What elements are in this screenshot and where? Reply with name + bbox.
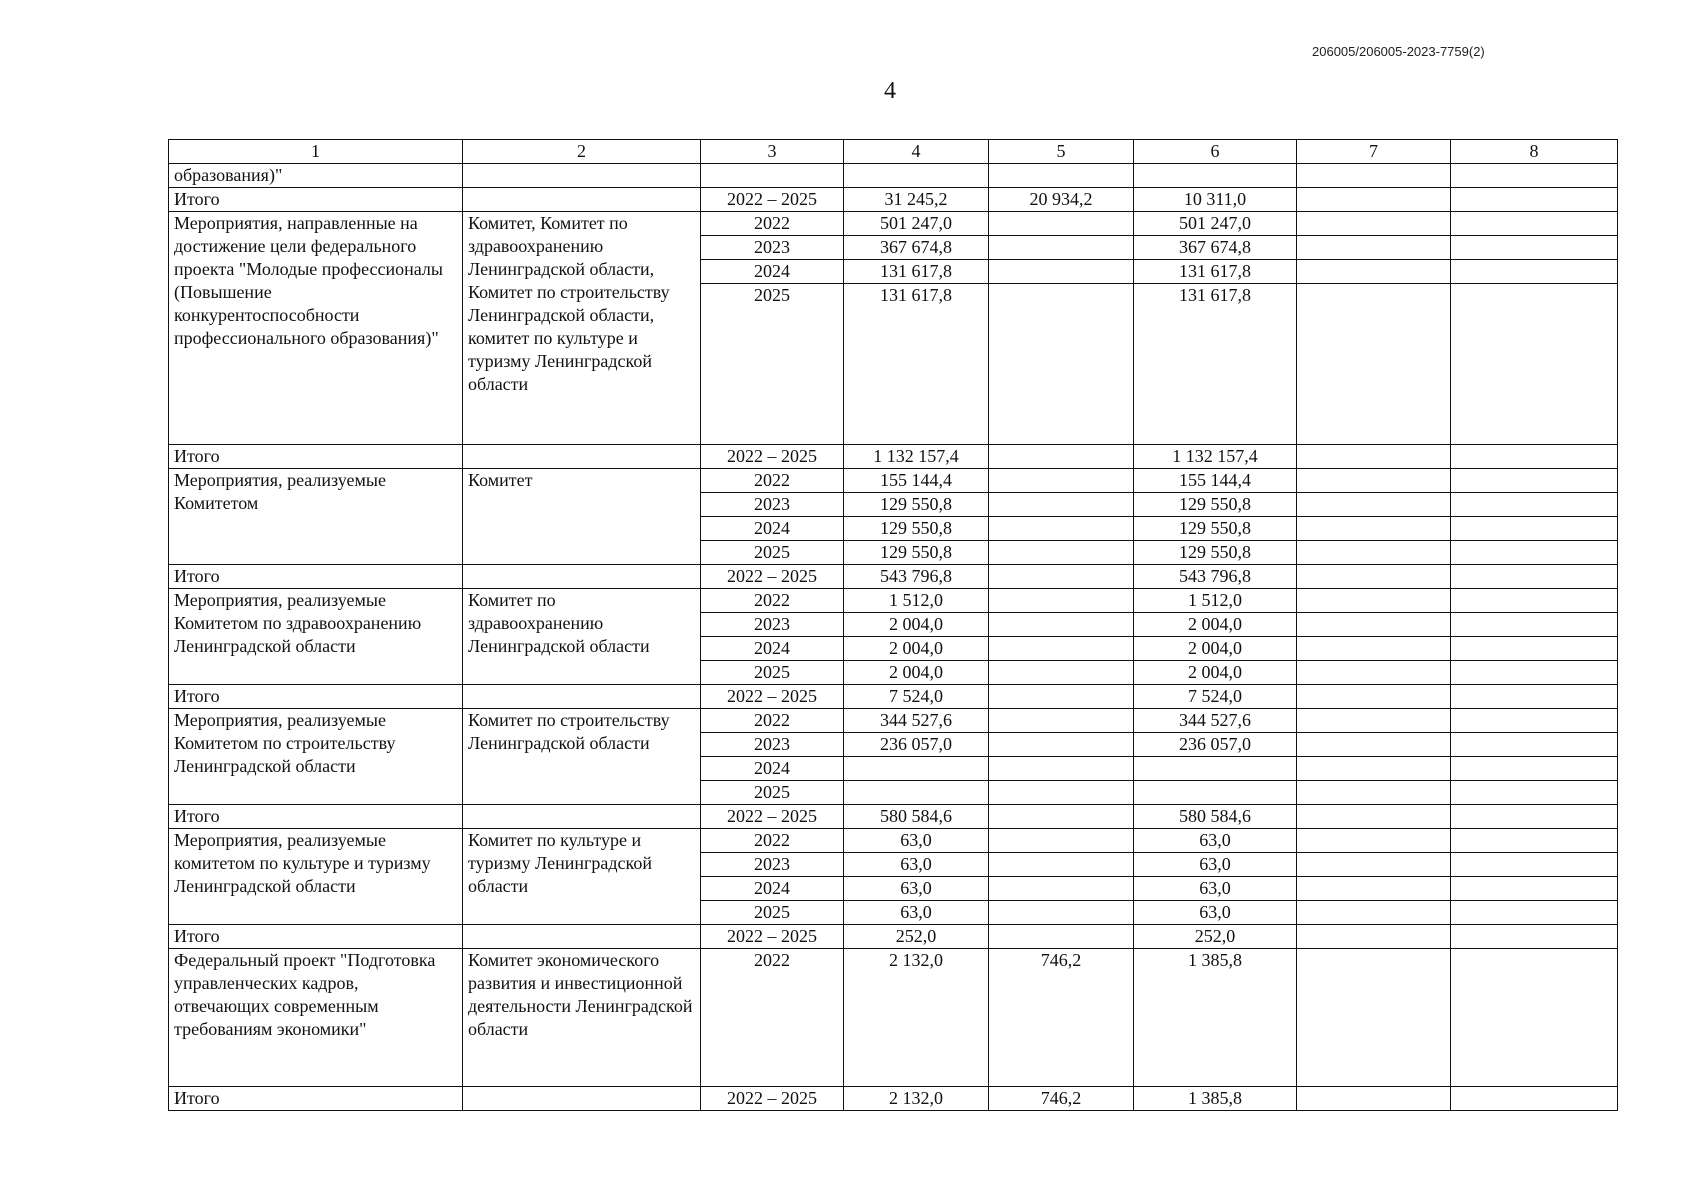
total-amount-cell: 155 144,4	[844, 469, 989, 493]
total-label: Итого	[169, 445, 463, 469]
total-label: Итого	[169, 925, 463, 949]
column-header: 1	[169, 140, 463, 164]
col7-cell	[1297, 805, 1451, 829]
total-amount-cell: 252,0	[844, 925, 989, 949]
federal-amount-cell	[989, 685, 1134, 709]
col7-cell	[1297, 949, 1451, 1087]
col7-cell	[1297, 661, 1451, 685]
col8-cell	[1451, 236, 1618, 260]
col7-cell	[1297, 757, 1451, 781]
col8-cell	[1451, 541, 1618, 565]
federal-amount-cell	[989, 541, 1134, 565]
col8-cell	[1451, 901, 1618, 925]
total-label: Итого	[169, 565, 463, 589]
col7-cell	[1297, 469, 1451, 493]
total-label: Итого	[169, 685, 463, 709]
federal-amount-cell	[989, 236, 1134, 260]
year-cell: 2022	[701, 589, 844, 613]
col8-cell	[1451, 517, 1618, 541]
federal-amount-cell	[989, 757, 1134, 781]
activity-cell: Мероприятия, направленные на достижение цели федерального проекта "Молодые профессионалы (Повышение конкурентоспособности профессионального образования)"	[169, 212, 463, 445]
total-amount-cell: 63,0	[844, 901, 989, 925]
executor-cell: Комитет по культуре и туризму Ленинградской области	[463, 829, 701, 925]
regional-amount-cell: 129 550,8	[1134, 493, 1297, 517]
regional-amount-cell: 367 674,8	[1134, 236, 1297, 260]
col7-cell	[1297, 853, 1451, 877]
col7-cell	[1297, 188, 1451, 212]
table-row	[169, 829, 1618, 853]
column-header: 6	[1134, 140, 1297, 164]
table-cell	[844, 164, 989, 188]
federal-amount-cell	[989, 565, 1134, 589]
total-amount-cell: 31 245,2	[844, 188, 989, 212]
year-cell: 2022	[701, 469, 844, 493]
executor-cell	[463, 805, 701, 829]
total-amount-cell: 367 674,8	[844, 236, 989, 260]
federal-amount-cell	[989, 877, 1134, 901]
col7-cell	[1297, 637, 1451, 661]
total-amount-cell: 1 132 157,4	[844, 445, 989, 469]
total-amount-cell: 2 132,0	[844, 1087, 989, 1111]
total-amount-cell: 501 247,0	[844, 212, 989, 236]
col8-cell	[1451, 613, 1618, 637]
federal-amount-cell	[989, 212, 1134, 236]
executor-cell	[463, 445, 701, 469]
total-label: Итого	[169, 1087, 463, 1111]
total-amount-cell: 63,0	[844, 877, 989, 901]
year-cell: 2022	[701, 949, 844, 1087]
year-cell: 2025	[701, 661, 844, 685]
total-amount-cell	[844, 781, 989, 805]
total-row	[169, 925, 1618, 949]
budget-table	[168, 139, 1618, 1111]
col8-cell	[1451, 733, 1618, 757]
regional-amount-cell: 236 057,0	[1134, 733, 1297, 757]
col8-cell	[1451, 949, 1618, 1087]
col7-cell	[1297, 709, 1451, 733]
total-amount-cell: 131 617,8	[844, 284, 989, 445]
total-label: Итого	[169, 188, 463, 212]
table-row	[169, 212, 1618, 236]
year-cell: 2024	[701, 637, 844, 661]
year-cell: 2023	[701, 493, 844, 517]
executor-cell	[463, 925, 701, 949]
total-amount-cell: 129 550,8	[844, 541, 989, 565]
year-cell: 2022	[701, 212, 844, 236]
total-amount-cell: 129 550,8	[844, 517, 989, 541]
year-cell: 2022	[701, 709, 844, 733]
column-header: 5	[989, 140, 1134, 164]
table-row	[169, 949, 1618, 1087]
table-cell	[1297, 164, 1451, 188]
total-amount-cell: 63,0	[844, 853, 989, 877]
federal-amount-cell: 746,2	[989, 1087, 1134, 1111]
activity-cell: Мероприятия, реализуемые Комитетом	[169, 469, 463, 565]
year-cell: 2024	[701, 260, 844, 284]
col7-cell	[1297, 877, 1451, 901]
col7-cell	[1297, 685, 1451, 709]
federal-amount-cell	[989, 829, 1134, 853]
table-cell	[1134, 164, 1297, 188]
federal-amount-cell	[989, 517, 1134, 541]
column-header: 7	[1297, 140, 1451, 164]
total-amount-cell: 1 512,0	[844, 589, 989, 613]
total-amount-cell: 2 132,0	[844, 949, 989, 1087]
executor-cell	[463, 1087, 701, 1111]
activity-cell: Федеральный проект "Подготовка управленческих кадров, отвечающих современным требованиям экономики"	[169, 949, 463, 1087]
total-amount-cell: 543 796,8	[844, 565, 989, 589]
col8-cell	[1451, 925, 1618, 949]
executor-cell: Комитет экономического развития и инвестиционной деятельности Ленинградской области	[463, 949, 701, 1087]
federal-amount-cell	[989, 637, 1134, 661]
total-amount-cell	[844, 757, 989, 781]
col7-cell	[1297, 517, 1451, 541]
col7-cell	[1297, 733, 1451, 757]
period-cell: 2022 – 2025	[701, 565, 844, 589]
table-header-row	[169, 140, 1618, 164]
regional-amount-cell: 252,0	[1134, 925, 1297, 949]
year-cell: 2022	[701, 829, 844, 853]
col7-cell	[1297, 260, 1451, 284]
col7-cell	[1297, 1087, 1451, 1111]
federal-amount-cell	[989, 589, 1134, 613]
year-cell: 2023	[701, 236, 844, 260]
total-amount-cell: 129 550,8	[844, 493, 989, 517]
executor-cell	[463, 188, 701, 212]
total-amount-cell: 236 057,0	[844, 733, 989, 757]
table-cell	[701, 164, 844, 188]
federal-amount-cell	[989, 709, 1134, 733]
total-amount-cell: 2 004,0	[844, 637, 989, 661]
table-cell	[1451, 164, 1618, 188]
regional-amount-cell: 131 617,8	[1134, 260, 1297, 284]
page-number: 4	[884, 78, 896, 104]
table-row	[169, 709, 1618, 733]
col8-cell	[1451, 781, 1618, 805]
col8-cell	[1451, 589, 1618, 613]
regional-amount-cell: 129 550,8	[1134, 541, 1297, 565]
activity-cell: Мероприятия, реализуемые Комитетом по здравоохранению Ленинградской области	[169, 589, 463, 685]
col8-cell	[1451, 637, 1618, 661]
executor-cell: Комитет по строительству Ленинградской области	[463, 709, 701, 805]
total-amount-cell: 580 584,6	[844, 805, 989, 829]
col8-cell	[1451, 212, 1618, 236]
year-cell: 2025	[701, 901, 844, 925]
col8-cell	[1451, 757, 1618, 781]
period-cell: 2022 – 2025	[701, 1087, 844, 1111]
federal-amount-cell: 20 934,2	[989, 188, 1134, 212]
total-row	[169, 685, 1618, 709]
table-row	[169, 469, 1618, 493]
total-amount-cell: 131 617,8	[844, 260, 989, 284]
col8-cell	[1451, 805, 1618, 829]
regional-amount-cell: 1 512,0	[1134, 589, 1297, 613]
period-cell: 2022 – 2025	[701, 685, 844, 709]
regional-amount-cell: 2 004,0	[1134, 661, 1297, 685]
col7-cell	[1297, 284, 1451, 445]
regional-amount-cell: 580 584,6	[1134, 805, 1297, 829]
col8-cell	[1451, 445, 1618, 469]
activity-cell: образования)"	[169, 164, 463, 188]
regional-amount-cell: 2 004,0	[1134, 637, 1297, 661]
table-row	[169, 589, 1618, 613]
federal-amount-cell: 746,2	[989, 949, 1134, 1087]
total-amount-cell: 7 524,0	[844, 685, 989, 709]
year-cell: 2024	[701, 517, 844, 541]
total-amount-cell: 344 527,6	[844, 709, 989, 733]
year-cell: 2024	[701, 757, 844, 781]
federal-amount-cell	[989, 781, 1134, 805]
federal-amount-cell	[989, 260, 1134, 284]
executor-cell: Комитет, Комитет по здравоохранению Ленинградской области, Комитет по строительству Ленинградской области, комитет по культуре и туризму Ленинградской области	[463, 212, 701, 445]
activity-cell: Мероприятия, реализуемые комитетом по культуре и туризму Ленинградской области	[169, 829, 463, 925]
regional-amount-cell	[1134, 781, 1297, 805]
executor-cell	[463, 685, 701, 709]
col7-cell	[1297, 613, 1451, 637]
year-cell: 2025	[701, 541, 844, 565]
regional-amount-cell: 501 247,0	[1134, 212, 1297, 236]
federal-amount-cell	[989, 805, 1134, 829]
col8-cell	[1451, 493, 1618, 517]
col8-cell	[1451, 284, 1618, 445]
col7-cell	[1297, 541, 1451, 565]
col7-cell	[1297, 445, 1451, 469]
federal-amount-cell	[989, 901, 1134, 925]
col7-cell	[1297, 236, 1451, 260]
period-cell: 2022 – 2025	[701, 925, 844, 949]
col8-cell	[1451, 661, 1618, 685]
period-cell: 2022 – 2025	[701, 805, 844, 829]
col8-cell	[1451, 1087, 1618, 1111]
col8-cell	[1451, 469, 1618, 493]
table-row	[169, 164, 1618, 188]
col7-cell	[1297, 565, 1451, 589]
column-header: 8	[1451, 140, 1618, 164]
col8-cell	[1451, 565, 1618, 589]
column-header: 4	[844, 140, 989, 164]
col8-cell	[1451, 685, 1618, 709]
regional-amount-cell: 2 004,0	[1134, 613, 1297, 637]
year-cell: 2025	[701, 284, 844, 445]
year-cell: 2023	[701, 733, 844, 757]
regional-amount-cell: 344 527,6	[1134, 709, 1297, 733]
year-cell: 2025	[701, 781, 844, 805]
col7-cell	[1297, 493, 1451, 517]
regional-amount-cell: 1 385,8	[1134, 949, 1297, 1087]
regional-amount-cell: 63,0	[1134, 853, 1297, 877]
regional-amount-cell: 10 311,0	[1134, 188, 1297, 212]
federal-amount-cell	[989, 733, 1134, 757]
total-amount-cell: 2 004,0	[844, 613, 989, 637]
total-row	[169, 1087, 1618, 1111]
regional-amount-cell: 1 132 157,4	[1134, 445, 1297, 469]
col8-cell	[1451, 188, 1618, 212]
federal-amount-cell	[989, 469, 1134, 493]
col8-cell	[1451, 829, 1618, 853]
total-amount-cell: 63,0	[844, 829, 989, 853]
total-label: Итого	[169, 805, 463, 829]
activity-cell: Мероприятия, реализуемые Комитетом по строительству Ленинградской области	[169, 709, 463, 805]
regional-amount-cell: 1 385,8	[1134, 1087, 1297, 1111]
period-cell: 2022 – 2025	[701, 188, 844, 212]
regional-amount-cell: 63,0	[1134, 877, 1297, 901]
col8-cell	[1451, 709, 1618, 733]
regional-amount-cell: 63,0	[1134, 829, 1297, 853]
document-id: 206005/206005-2023-7759(2)	[1312, 44, 1485, 59]
col7-cell	[1297, 925, 1451, 949]
table-cell	[463, 164, 701, 188]
federal-amount-cell	[989, 853, 1134, 877]
column-header: 2	[463, 140, 701, 164]
regional-amount-cell: 7 524,0	[1134, 685, 1297, 709]
executor-cell	[463, 565, 701, 589]
federal-amount-cell	[989, 445, 1134, 469]
col8-cell	[1451, 877, 1618, 901]
col8-cell	[1451, 853, 1618, 877]
federal-amount-cell	[989, 493, 1134, 517]
table-cell	[989, 164, 1134, 188]
year-cell: 2023	[701, 613, 844, 637]
executor-cell: Комитет по здравоохранению Ленинградской области	[463, 589, 701, 685]
col7-cell	[1297, 212, 1451, 236]
column-header: 3	[701, 140, 844, 164]
period-cell: 2022 – 2025	[701, 445, 844, 469]
total-amount-cell: 2 004,0	[844, 661, 989, 685]
federal-amount-cell	[989, 613, 1134, 637]
regional-amount-cell: 129 550,8	[1134, 517, 1297, 541]
executor-cell: Комитет	[463, 469, 701, 565]
total-row	[169, 565, 1618, 589]
total-row	[169, 805, 1618, 829]
col8-cell	[1451, 260, 1618, 284]
regional-amount-cell: 63,0	[1134, 901, 1297, 925]
regional-amount-cell: 131 617,8	[1134, 284, 1297, 445]
federal-amount-cell	[989, 661, 1134, 685]
year-cell: 2024	[701, 877, 844, 901]
col7-cell	[1297, 781, 1451, 805]
regional-amount-cell: 543 796,8	[1134, 565, 1297, 589]
col7-cell	[1297, 829, 1451, 853]
regional-amount-cell: 155 144,4	[1134, 469, 1297, 493]
total-row	[169, 445, 1618, 469]
federal-amount-cell	[989, 925, 1134, 949]
col7-cell	[1297, 589, 1451, 613]
col7-cell	[1297, 901, 1451, 925]
year-cell: 2023	[701, 853, 844, 877]
total-row	[169, 188, 1618, 212]
regional-amount-cell	[1134, 757, 1297, 781]
federal-amount-cell	[989, 284, 1134, 445]
